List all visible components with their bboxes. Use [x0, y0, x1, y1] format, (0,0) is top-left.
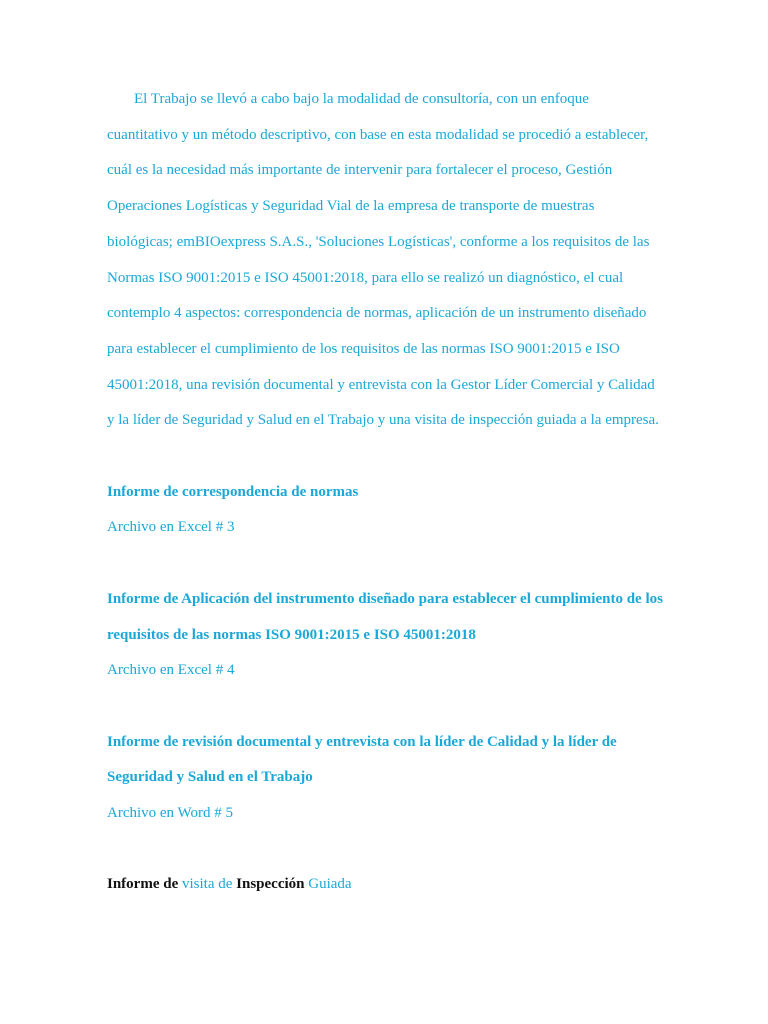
intro-paragraph: El Trabajo se llevó a cabo bajo la modalidad de consultoría, con un enfoque cuantitativo y un método descriptivo, con base en esta modalidad se procedió a establecer, cuál es la necesidad más importante de intervenir para fortalecer el proceso, Gestión Operaciones Logísticas y Seguridad Vial de la empresa de transporte de muestras biológicas; emBIOexpress S.A.S., 'Soluciones Logísticas', conforme a los requisitos de las Normas ISO 9001:2015 e ISO 45001:2018, para ello se realizó un diagnóstico, el cual contemplo 4 aspectos: correspondencia de normas, aplicación de un instrumento diseñado para establecer el cumplimiento de los requisitos de las normas ISO 9001:2015 e ISO 45001:2018, una revisión documental y entrevista con la Gestor Líder Comercial y Calidad y la líder de Seguridad y Salud en el Trabajo y una visita de inspección guiada a la empresa.: [107, 91, 659, 429]
spacer: [107, 439, 663, 475]
section-file-excel-3: Archivo en Excel # 3: [107, 519, 235, 536]
heading-part-visita: visita de: [182, 876, 233, 893]
heading-part-informe: Informe de: [107, 876, 182, 893]
section-title-visita-inspeccion: [107, 867, 663, 903]
document-page: [107, 82, 663, 903]
spacer: [107, 546, 663, 582]
section-title-revision-documental: Informe de revisión documental y entrevista con la líder de Calidad y la líder de Seguridad y Salud en el Trabajo: [107, 733, 617, 786]
section-title-correspondencia: Informe de correspondencia de normas: [107, 483, 359, 500]
heading-part-guiada: Guiada: [308, 876, 352, 893]
section-title-aplicacion-instrumento: Informe de Aplicación del instrumento diseñado para establecer el cumplimiento de los requisitos de las normas ISO 9001:2015 e ISO 45001:2018: [107, 590, 663, 643]
heading-part-inspeccion: Inspección: [232, 876, 309, 893]
section-file-word-5: Archivo en Word # 5: [107, 805, 233, 822]
spacer: [107, 832, 663, 868]
spacer: [107, 689, 663, 725]
section-file-excel-4: Archivo en Excel # 4: [107, 662, 235, 679]
